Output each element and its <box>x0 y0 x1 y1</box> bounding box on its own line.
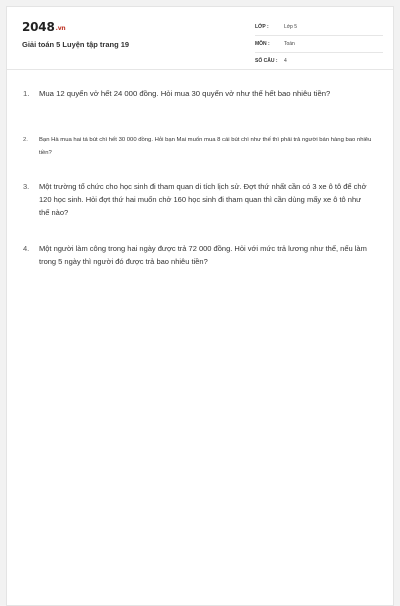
meta-label-question-count: SỐ CÂU : <box>255 58 278 64</box>
question-number: 1. <box>23 89 30 98</box>
question-number: 3. <box>23 182 30 191</box>
site-logo[interactable] <box>22 20 65 34</box>
meta-row-subject <box>255 36 383 53</box>
question-item <box>23 242 373 268</box>
meta-value-question-count: 4 <box>284 58 287 64</box>
worksheet-header <box>7 7 393 70</box>
question-text: Một trường tổ chức cho học sinh đi tham quan di tích lịch sử. Đợt thứ nhất cần có 3 xe ô tô để chở 120 học sinh. Hỏi đợt thứ hai muốn chở 160 học sinh đi tham quan thì cần dùng mấy xe ô tô như thế nào? <box>39 182 367 217</box>
question-item <box>23 87 373 101</box>
question-item <box>23 180 373 219</box>
worksheet-meta <box>255 19 383 70</box>
question-text: Một người làm công trong hai ngày được trả 72 000 đồng. Hỏi với mức trả lương như thế, nếu làm trong 5 ngày thì người đó được trả bao nhiêu tiền? <box>39 244 367 266</box>
question-text: Mua 12 quyển vở hết 24 000 đồng. Hỏi mua 30 quyển vở như thế hết bao nhiêu tiền? <box>39 89 331 98</box>
worksheet-page <box>6 6 394 606</box>
meta-label-subject: MÔN : <box>255 41 270 47</box>
meta-label-class: LỚP : <box>255 24 269 30</box>
question-number: 4. <box>23 244 30 253</box>
logo-text: 2048 <box>22 20 55 34</box>
question-number: 2. <box>23 137 28 143</box>
meta-row-class <box>255 19 383 36</box>
meta-value-subject: Toán <box>284 41 295 47</box>
logo-suffix: .vn <box>55 25 66 32</box>
meta-value-class: Lớp 5 <box>284 24 298 30</box>
meta-row-question-count <box>255 53 383 70</box>
question-item <box>23 134 373 159</box>
question-text: Bạn Hà mua hai tá bút chì hết 30 000 đồng. Hỏi bạn Mai muốn mua 8 cái bút chì như thế thì phải trả người bán hàng bao nhiêu tiền? <box>39 137 372 156</box>
worksheet-title: Giải toán 5 Luyện tập trang 19 <box>22 40 130 49</box>
